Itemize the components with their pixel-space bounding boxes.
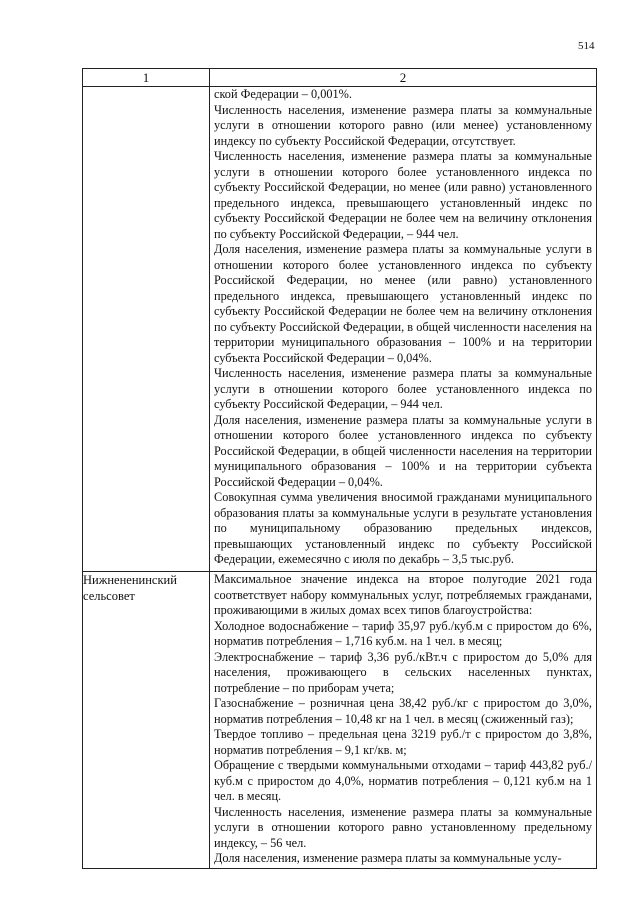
paragraph: Газоснабжение – розничная цена 38,42 руб./кг с приростом до 3,0%, норматив потребления – 10,48 кг на 1 чел. в месяц (сжиженный газ); (214, 696, 592, 726)
paragraph: Доля населения, изменение размера платы за коммунальные услу- (214, 851, 562, 865)
paragraph: Численность населения, изменение размера платы за коммунальные услуги в отношении которого равно (или менее) установленному индексу по субъекту Российской Федерации, отсутствует. (214, 102, 592, 148)
paragraph: Максимальное значение индекса на второе полугодие 2021 года соответствует набору коммунальных услуг, потребляемых гражданами, проживающими в жилых домах всех типов благоустройства: (214, 572, 592, 617)
page-number: 514 (578, 40, 595, 52)
row1-description-cell (210, 87, 597, 572)
paragraph: Доля населения, изменение размера платы за коммунальные услуги в отношении которого более установленного индекса по субъекту Российской Федерации, но менее (или равно) установленного предельного индекса, превышающего установленный индекс по субъекту Российской Федерации не более чем на величину отклонения по субъекту Российской Федерации, в общей численности населения на территории муниципального образования – 100% и на территории субъекта Российской Федерации – 0,04%. (214, 242, 592, 365)
paragraph: Доля населения, изменение размера платы за коммунальные услуги в отношении которого более установленного индекса по субъекту Российской Федерации, в общей численности населения на территории муниципального образования – 100% и на территории субъекта Российской Федерации – 0,04%. (214, 412, 592, 489)
paragraph: Обращение с твердыми коммунальными отходами – тариф 443,82 руб./куб.м с приростом до 4,0%, норматив потребления – 0,121 куб.м на 1 чел. в месяц. (214, 758, 592, 803)
column-header-2: 2 (210, 69, 597, 87)
paragraph: Электроснабжение – тариф 3,36 руб./кВт.ч с приростом до 5,0% для населения, проживающего в сельских населенных пунктах, потребление – по приборам учета; (214, 649, 592, 695)
table-row (83, 87, 597, 572)
paragraph: Твердое топливо – предельная цена 3219 руб./т с приростом до 3,8%, норматив потребления – 9,1 кг/кв. м; (214, 727, 592, 757)
table-row (83, 572, 597, 869)
document-table (82, 68, 597, 869)
paragraph: Численность населения, изменение размера платы за коммунальные услуги в отношении которого более установленного индекса по субъекту Российской Федерации, – 944 чел. (214, 366, 592, 411)
row2-municipality-cell: Нижнененинский сельсовет (83, 572, 210, 869)
paragraph: Численность населения, изменение размера платы за коммунальные услуги в отношении которого более установленного индекса по субъекту Российской Федерации, но менее (или равно) установленного предельного индекса, превышающего установленный индекс по субъекту Российской Федерации не более чем на величину отклонения по субъекту Российской Федерации, – 944 чел. (214, 149, 592, 241)
row2-description-cell (210, 572, 597, 869)
paragraph: Совокупная сумма увеличения вносимой гражданами муниципального образования платы за коммунальные услуги в результате установления по муниципальному образованию предельных индексов, превышающих установленный индекс по субъекту Российской Федерации, ежемесячно с июля по декабрь – 3,5 тыс.руб. (214, 490, 592, 566)
paragraph: ской Федерации – 0,001%. (214, 87, 352, 101)
row1-municipality-cell (83, 87, 210, 572)
table-header-row (83, 69, 597, 87)
column-header-1: 1 (83, 69, 210, 87)
paragraph: Холодное водоснабжение – тариф 35,97 руб./куб.м с приростом до 6%, норматив потребления – 1,716 куб.м. на 1 чел. в месяц; (214, 618, 592, 648)
paragraph: Численность населения, изменение размера платы за коммунальные услуги в отношении которого равно установленному предельному индексу, – 56 чел. (214, 804, 592, 850)
